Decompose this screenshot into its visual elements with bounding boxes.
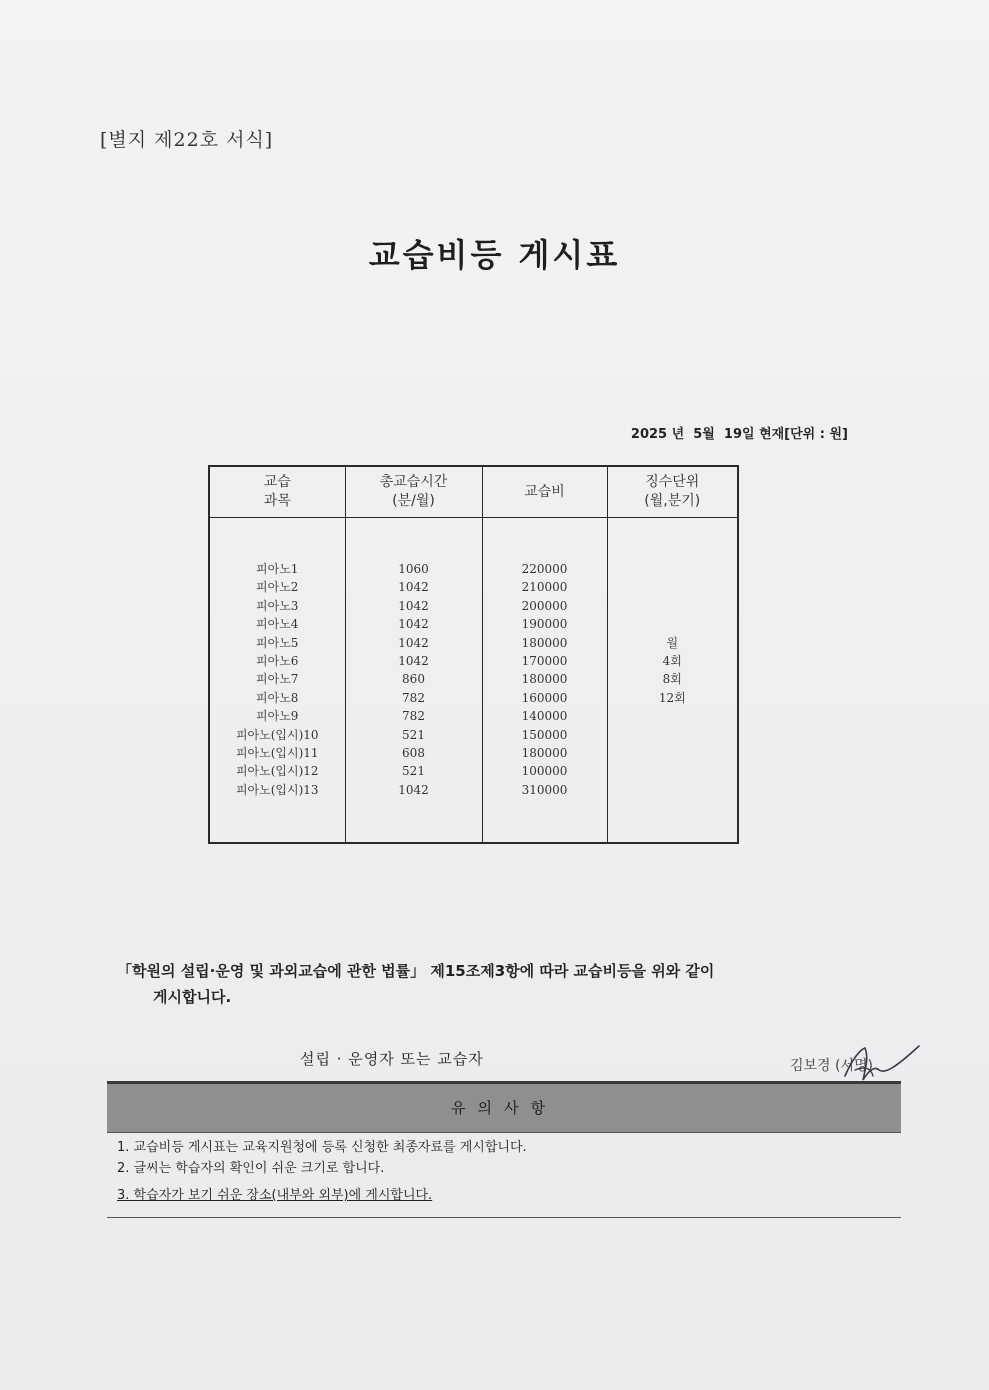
subject-cell: 피아노7 — [256, 672, 299, 687]
fee-cell: 210000 — [521, 580, 568, 595]
minutes-cell: 1042 — [398, 617, 429, 632]
legal-notice-line1: 「학원의 설립·운영 및 과외교습에 관한 법률」 제15조제3항에 따라 교습비등을 위와 같이 — [117, 962, 715, 980]
fee-cell: 190000 — [521, 617, 568, 632]
collection-unit-cell: 4회 — [662, 653, 682, 668]
note-item: 3. 학습자가 보기 쉬운 장소(내부와 외부)에 게시합니다. — [117, 1188, 433, 1203]
bottom-divider — [107, 1217, 901, 1218]
minutes-cell: 1042 — [398, 580, 429, 595]
subject-cell: 피아노(입시)10 — [235, 727, 319, 742]
subject-cell: 피아노2 — [256, 580, 299, 595]
table-header-row — [209, 466, 738, 518]
fee-cell: 170000 — [521, 653, 568, 668]
minutes-cell: 1042 — [398, 635, 429, 650]
minutes-cell: 860 — [402, 672, 425, 687]
handwritten-signature-icon — [835, 1040, 925, 1085]
fee-cell: 150000 — [521, 727, 568, 742]
subject-cell: 피아노4 — [256, 617, 299, 632]
table-body-row — [209, 518, 738, 844]
collection-unit-cell: 12회 — [658, 690, 686, 705]
subject-cell: 피아노(입시)12 — [235, 764, 319, 779]
minutes-cell: 782 — [402, 690, 425, 705]
notes-header: 유의사항 — [107, 1081, 901, 1133]
minutes-cell: 1042 — [398, 782, 429, 797]
fee-table — [208, 465, 739, 844]
form-number: [별지 제22호 서식] — [100, 129, 274, 151]
fee-cell: 180000 — [521, 635, 568, 650]
subject-cell: 피아노1 — [256, 562, 299, 576]
header-collection-unit-line2: (월,분기) — [644, 493, 701, 509]
date-line: 2025 년 5월 19일 현재[단위 : 원] — [630, 427, 848, 442]
collection-unit-column — [607, 518, 738, 844]
fee-cell: 180000 — [521, 745, 568, 760]
subject-cell: 피아노5 — [256, 635, 299, 650]
subject-cell: 피아노8 — [256, 690, 299, 705]
header-subject-line2: 과목 — [263, 493, 291, 509]
fee-cell: 200000 — [521, 598, 568, 613]
fee-cell: 100000 — [521, 764, 568, 779]
collection-unit-cell: 월 — [666, 635, 679, 650]
subject-cell: 피아노(입시)13 — [235, 782, 319, 797]
minutes-cell: 782 — [402, 709, 425, 724]
fee-cell: 140000 — [521, 709, 568, 724]
subject-cell: 피아노(입시)11 — [235, 745, 319, 760]
header-collection-unit — [607, 466, 738, 518]
header-collection-unit-line1: 징수단위 — [645, 474, 700, 490]
subject-cell: 피아노9 — [256, 709, 299, 724]
fee-cell: 160000 — [521, 690, 568, 705]
minutes-cell: 1042 — [398, 653, 429, 668]
legal-notice — [117, 958, 837, 1010]
fee-column — [482, 518, 607, 844]
minutes-cell: 1042 — [398, 598, 429, 613]
minutes-cell: 608 — [402, 745, 425, 760]
page-title: 교습비등 게시표 — [368, 236, 621, 274]
operator-label: 설립 · 운영자 또는 교습자 — [300, 1050, 484, 1068]
header-total-hours-line1: 총교습시간 — [379, 474, 448, 490]
legal-notice-line2: 게시합니다. — [153, 988, 232, 1006]
note-item: 2. 글씨는 학습자의 확인이 쉬운 크기로 합니다. — [117, 1161, 385, 1176]
signature-name: 김보경 (서명) — [790, 1058, 873, 1074]
subject-cell: 피아노6 — [256, 653, 299, 668]
fee-cell: 310000 — [521, 782, 568, 797]
notes-list — [117, 1137, 897, 1206]
minutes-cell: 521 — [402, 727, 425, 742]
minutes-cell: 1060 — [398, 562, 429, 576]
subject-cell: 피아노3 — [256, 598, 299, 613]
subject-column — [209, 518, 345, 844]
minutes-cell: 521 — [402, 764, 425, 779]
minutes-column — [345, 518, 482, 844]
fee-cell: 220000 — [521, 562, 568, 576]
header-fee-label: 교습비 — [524, 483, 565, 500]
header-total-hours — [345, 466, 482, 518]
header-fee — [482, 466, 607, 518]
fee-cell: 180000 — [521, 672, 568, 687]
header-subject — [209, 466, 345, 518]
collection-unit-cell: 8회 — [662, 672, 682, 687]
header-subject-line1: 교습 — [263, 474, 291, 490]
note-item: 1. 교습비등 게시표는 교육지원청에 등록 신청한 최종자료를 게시합니다. — [117, 1140, 527, 1155]
header-total-hours-line2: (분/월) — [392, 493, 435, 509]
